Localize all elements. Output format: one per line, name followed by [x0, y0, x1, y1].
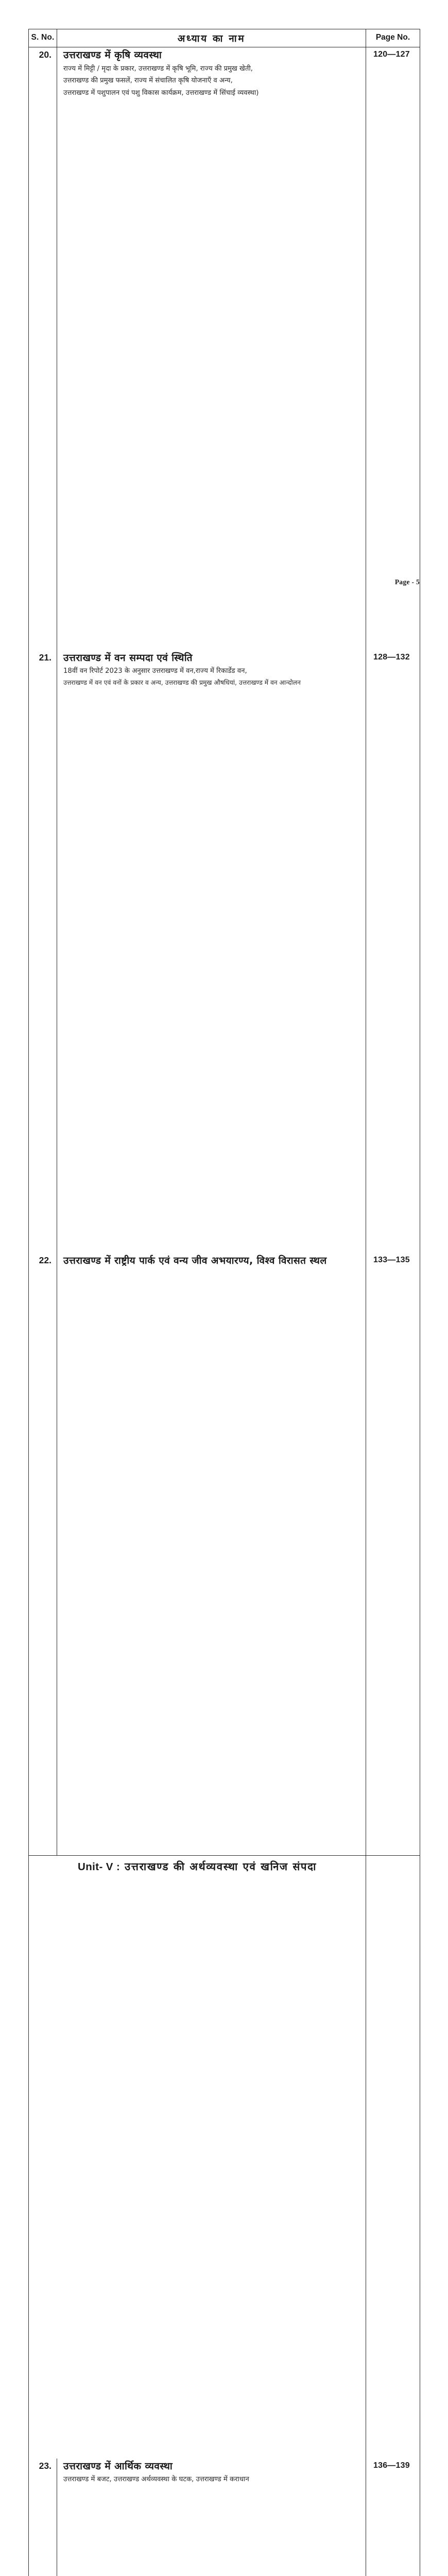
chapter-subtopics: उत्तराखण्ड में पशुपालन एवं पशु विकास कार्यक्रम, उत्तराखण्ड में सिंचाई व्यवस्था): [63, 87, 361, 99]
row-serial-number: 20.: [29, 47, 57, 650]
row-page-number: 136—139: [366, 2459, 420, 2576]
unit-banner-page-cell: [366, 1856, 420, 2459]
table-header: [29, 29, 420, 47]
row-serial-number: 23.: [29, 2459, 57, 2576]
chapter-subtopics: राज्य में मिट्टी / मृदा के प्रकार, उत्तराखण्ड में कृषि भूमि, राज्य की प्रमुख खेती,: [63, 63, 361, 75]
row-chapter-cell: [57, 650, 366, 1253]
row-page-number: 120—127: [366, 47, 420, 650]
chapter-title[interactable]: उत्तराखण्ड में राष्ट्रीय पार्क एवं वन्य जीव अभयारण्य, विश्व विरासत स्थल: [63, 1254, 361, 1268]
chapter-title[interactable]: उत्तराखण्ड में वन सम्पदा एवं स्थिति: [63, 651, 361, 666]
unit-label: Unit- V :: [78, 1861, 120, 1873]
chapter-title[interactable]: उत्तराखण्ड में आर्थिक व्यवस्था: [63, 2460, 361, 2474]
unit-banner-text: [78, 1859, 317, 1874]
unit-banner-row: [29, 1856, 420, 2459]
table-row: [29, 650, 420, 1253]
row-page-number: 133—135: [366, 1253, 420, 1856]
table-row: [29, 2459, 420, 2576]
chapter-subtopics: 18वीं वन रिपोर्ट 2023 के अनुसार उत्तराखण्ड में वन,राज्य में रिकार्डेड वन,: [63, 665, 361, 677]
row-page-number: 128—132: [366, 650, 420, 1253]
column-header-page-number: Page No.: [366, 29, 420, 47]
unit-title: उत्तराखण्ड की अर्थव्यवस्था एवं खनिज संपदा: [125, 1860, 317, 1873]
column-header-chapter-name: अध्याय का नाम: [57, 29, 366, 47]
chapter-title[interactable]: उत्तराखण्ड में कृषि व्यवस्था: [63, 48, 361, 63]
chapter-subtopics: उत्तराखण्ड में वन एवं वनों के प्रकार व अन्य, उत्तराखण्ड की प्रमुख औषधियां, उत्तराखण्ड में वन आन्दोलन: [63, 677, 361, 689]
row-chapter-cell: [57, 2459, 366, 2576]
row-chapter-cell: [57, 1253, 366, 1856]
table-row: [29, 47, 420, 650]
row-serial-number: 22.: [29, 1253, 57, 1856]
chapter-subtopics: उत्तराखण्ड की प्रमुख फसलें, राज्य में संचालित कृषि योजनाएँ व अन्य,: [63, 75, 361, 87]
column-header-serial-number: S. No.: [29, 29, 57, 47]
table-of-contents: [28, 29, 420, 2576]
chapter-subtopics: उत्तराखण्ड में बजट, उत्तराखण्ड अर्थव्यवस्था के घटक, उत्तराखण्ड में कराधान: [63, 2473, 361, 2485]
page-footer: Page - 5: [395, 578, 420, 586]
unit-banner-cell: [29, 1856, 366, 2459]
table-row: [29, 1253, 420, 1856]
table-header-row: [29, 29, 420, 47]
row-serial-number: 21.: [29, 650, 57, 1253]
document-page: [0, 0, 448, 603]
table-body: [29, 47, 420, 2576]
row-chapter-cell: [57, 47, 366, 650]
